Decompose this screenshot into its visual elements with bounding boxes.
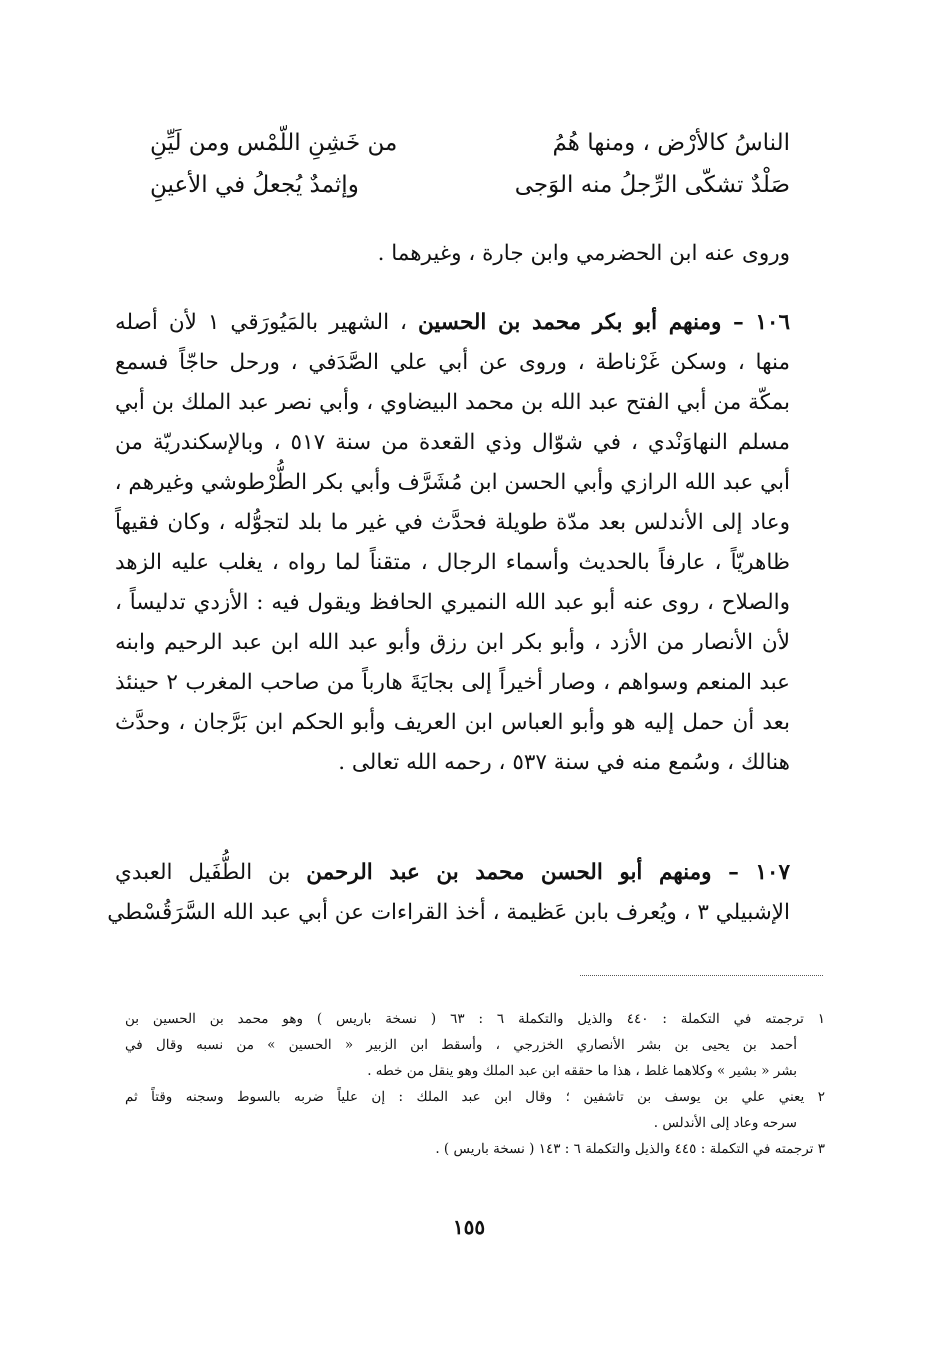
poem-verse (150, 164, 790, 206)
entry-106-line: ظاهريّاً ، عارفاً بالحديث وأسماء الرجال ، متقناً لما رواه ، يغلب عليه الزهد (115, 550, 790, 575)
entry-106-line: والصلاح ، روى عنه أبو عبد الله النميري الحافظ ويقول فيه : الأزدي تدليساً ، (115, 590, 790, 615)
entry-106-line: لأن الأنصار من الأزد ، وأبو بكر ابن رزق وأبو عبد الله ابن عبد الرحيم وابنه (115, 630, 790, 655)
entry-106-line: هنالك ، وسُمع منه في سنة ٥٣٧ ، رحمه الله تعالى . (338, 750, 790, 775)
entry-106-line: أبي عبد الله الرازي وأبي الحسن ابن مُشَرَّف وأبي بكر الطُّرْطوشي وغيرهم ، (114, 470, 790, 495)
footnote-3-line: ٣ ترجمته في التكملة : ٤٤٥ والذيل والتكملة ٦ : ١٤٣ ( نسخة باريس ) . (435, 1141, 825, 1157)
verse-second-hemistich: وإثمدٌ يُجعلُ في الأعينِ (150, 172, 359, 198)
entry-106-line: منها ، وسكن غَرْناطة ، وروى عن أبي علي الصَّدَفي ، ورحل حاجّاً فسمع (115, 350, 790, 375)
entry-heading-rest: ، الشهير بالمَيُورَقي ١ لأن أصله (115, 310, 418, 335)
footnote-1-line: أحمد بن يحيى بن بشر الأنصاري الخزرجي ، وأسقط ابن الزبير « الحسين » من نسبه وقال في (125, 1037, 797, 1053)
footnote-1-line: ١ ترجمته في التكملة : ٤٤٠ والذيل والتكملة ٦ : ٦٣ ( نسخة باريس ) وهو محمد بن الحسين بن (125, 1011, 825, 1027)
verse-first-hemistich: الناسُ كالأرْض ، ومنها هُمُ (552, 130, 790, 156)
entry-107-heading-line (115, 853, 790, 893)
page-number: ١٥٥ (452, 1215, 486, 1239)
footnote-separator (580, 975, 823, 976)
verse-second-hemistich: من خَشِنِ اللّمْس ومن لَيِّنِ (150, 130, 398, 156)
entry-106-heading-line (115, 303, 790, 343)
narration-line: وروى عنه ابن الحضرمي وابن جارة ، وغيرهما . (377, 241, 790, 266)
entry-107-line: الإشبيلي ٣ ، ويُعرف بابن عَظيمة ، أخذ القراءات عن أبي عبد الله السَّرَقُسْطي (107, 900, 790, 925)
entry-106-line: بمكّة من أبي الفتح عبد الله بن محمد البيضاوي ، وأبي نصر عبد الملك بن أبي (115, 390, 790, 415)
entry-number: ١٠٦ – ومنهم (657, 310, 791, 335)
footnote-1-line: بشر « بشير » وكلاهما غلط ، هذا ما حققه ابن عبد الملك وهو ينقل من خطه . (367, 1063, 797, 1079)
poem-verse (150, 122, 790, 164)
entry-heading-rest: بن الطُّفَيل العبدي (115, 860, 307, 885)
entry-name: أبو الحسن محمد بن عبد الرحمن (306, 860, 643, 885)
entry-name: أبو بكر محمد بن الحسين (417, 310, 658, 335)
poem-block (150, 122, 790, 206)
entry-106-line: بعد أن حمل إليه هو وأبو العباس ابن العريف وأبو الحكم ابن بَرَّجان ، وحدَّث (115, 710, 790, 735)
entry-106-line: مسلم النهاوَنْدي ، في شوّال وذي القعدة من سنة ٥١٧ ، وبالإسكندريّة من (115, 430, 790, 455)
footnote-2-line: ٢ يعني علي بن يوسف بن تاشفين ؛ وقال ابن عبد الملك : إن علياً ضربه بالسوط وسجنه وقتاً ثم (125, 1089, 825, 1105)
entry-106-line: عبد المنعم وسواهم ، وصار أخيراً إلى بجايَةَ هارباً من صاحب المغرب ٢ حينئذ (115, 670, 790, 695)
footnote-2-line: سرحه وعاد إلى الأندلس . (653, 1115, 797, 1131)
verse-first-hemistich: صَلْدٌ تشكّى الرِّجلُ منه الوَجى (514, 172, 790, 198)
entry-106-line: وعاد إلى الأندلس بعد مدّة طويلة فحدَّث في غير ما بلد لتجوُّله ، وكان فقيهاً (115, 510, 790, 535)
entry-number: ١٠٧ – ومنهم (642, 860, 790, 885)
